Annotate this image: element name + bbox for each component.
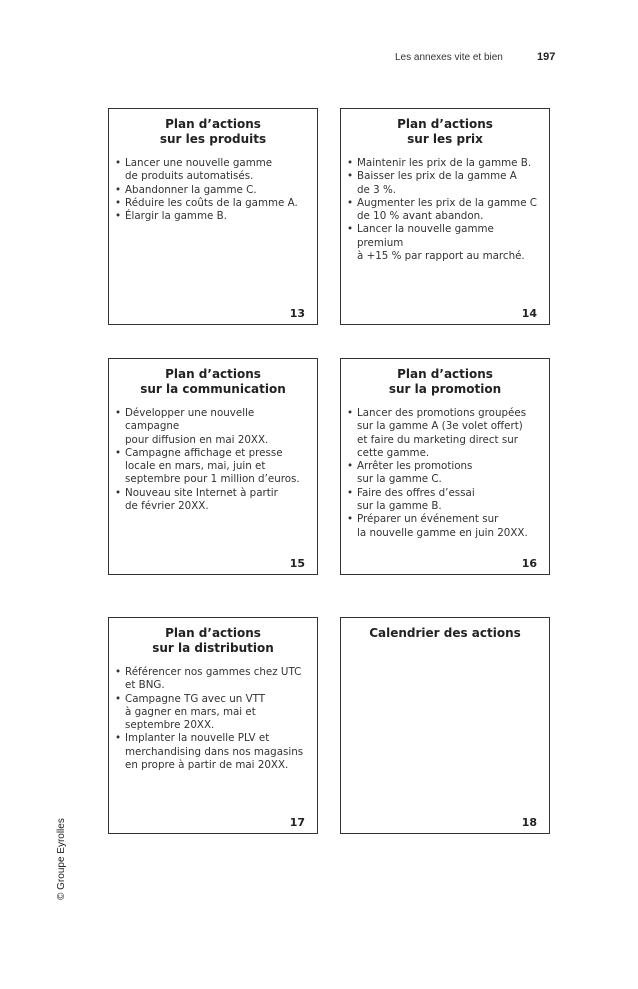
list-item: • Référencer nos gammes chez UTC et BNG. xyxy=(115,666,311,693)
list-item: • Préparer un événement sur la nouvelle gamme en juin 20XX. xyxy=(347,513,543,540)
list-item: • Abandonner la gamme C. xyxy=(115,184,311,197)
slide-card-18 xyxy=(340,617,550,834)
list-item: • Lancer la nouvelle gamme premium à +15 % par rapport au marché. xyxy=(347,223,543,263)
list-item: • Nouveau site Internet à partir de février 20XX. xyxy=(115,487,311,514)
list-item: • Faire des offres d’essai sur la gamme B. xyxy=(347,487,543,514)
card-title: Plan d’actions sur la communication xyxy=(140,367,286,396)
copyright-notice: © Groupe Eyrolles xyxy=(56,818,67,900)
list-item: • Lancer une nouvelle gamme de produits automatisés. xyxy=(115,157,311,184)
card-number: 15 xyxy=(289,557,305,570)
card-title: Plan d’actions sur les prix xyxy=(397,117,493,146)
card-number: 14 xyxy=(521,307,537,320)
list-item: • Augmenter les prix de la gamme C de 10 % avant abandon. xyxy=(347,197,543,224)
card-number: 13 xyxy=(289,307,305,320)
bullet-list xyxy=(109,407,317,513)
slide-card-14 xyxy=(340,108,550,325)
list-item: • Élargir la gamme B. xyxy=(115,210,311,223)
bullet-list xyxy=(341,407,549,540)
slide-card-16 xyxy=(340,358,550,575)
card-title: Plan d’actions sur la distribution xyxy=(152,626,274,655)
card-number: 18 xyxy=(521,816,537,829)
card-number: 17 xyxy=(289,816,305,829)
list-item: • Lancer des promotions groupées sur la gamme A (3e volet offert) et faire du marketing direct sur cette gamme. xyxy=(347,407,543,460)
list-item: • Maintenir les prix de la gamme B. xyxy=(347,157,543,170)
card-number: 16 xyxy=(521,557,537,570)
bullet-list xyxy=(341,157,549,263)
card-title: Plan d’actions sur la promotion xyxy=(388,367,502,396)
card-title: Calendrier des actions xyxy=(369,626,521,640)
bullet-list xyxy=(109,157,317,223)
list-item: • Réduire les coûts de la gamme A. xyxy=(115,197,311,210)
slide-card-15 xyxy=(108,358,318,575)
bullet-list xyxy=(109,666,317,772)
list-item: • Implanter la nouvelle PLV et merchandising dans nos magasins en propre à partir de mai 20XX. xyxy=(115,732,311,772)
slide-card-13 xyxy=(108,108,318,325)
list-item: • Campagne affichage et presse locale en mars, mai, juin et septembre pour 1 million d’euros. xyxy=(115,447,311,487)
list-item: • Baisser les prix de la gamme A de 3 %. xyxy=(347,170,543,197)
list-item: • Arrêter les promotions sur la gamme C. xyxy=(347,460,543,487)
slide-card-17 xyxy=(108,617,318,834)
page-number: 197 xyxy=(537,51,556,63)
running-head: Les annexes vite et bien xyxy=(395,52,503,63)
list-item: • Développer une nouvelle campagne pour diffusion en mai 20XX. xyxy=(115,407,311,447)
card-title: Plan d’actions sur les produits xyxy=(159,117,267,146)
list-item: • Campagne TG avec un VTT à gagner en mars, mai et septembre 20XX. xyxy=(115,693,311,733)
